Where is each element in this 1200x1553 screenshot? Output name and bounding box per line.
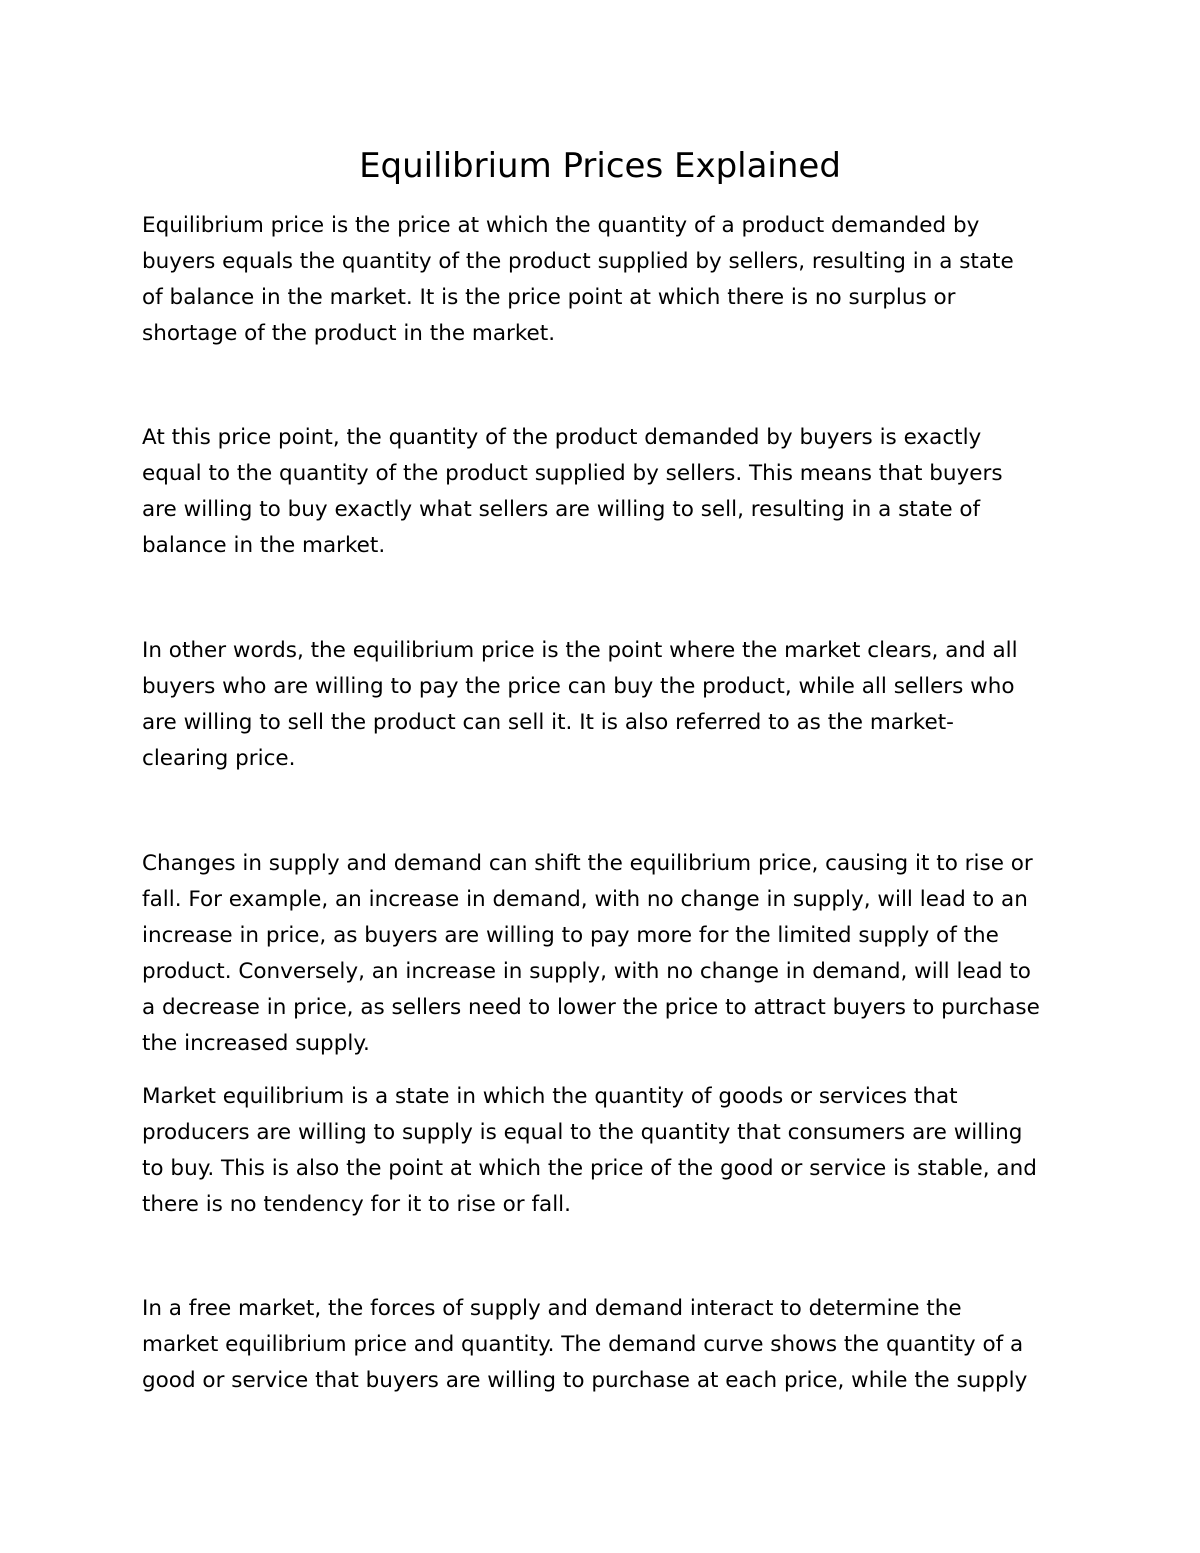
paragraph-line: Changes in supply and demand can shift the equilibrium price, causing it to rise or <box>142 851 1033 876</box>
paragraph-line: producers are willing to supply is equal to the quantity that consumers are willing <box>142 1120 1023 1145</box>
paragraph-line: shortage of the product in the market. <box>142 321 556 346</box>
paragraph-5 <box>142 1079 1037 1223</box>
paragraph-line: clearing price. <box>142 746 296 771</box>
document-title: Equilibrium Prices Explained <box>359 146 841 186</box>
paragraph-line: fall. For example, an increase in demand, with no change in supply, will lead to an <box>142 887 1028 912</box>
paragraph-line: the increased supply. <box>142 1031 370 1056</box>
paragraph-line: market equilibrium price and quantity. The demand curve shows the quantity of a <box>142 1332 1024 1357</box>
paragraph-line: At this price point, the quantity of the product demanded by buyers is exactly <box>142 425 982 450</box>
paragraph-line: there is no tendency for it to rise or fall. <box>142 1192 571 1217</box>
paragraph-3 <box>142 633 1018 777</box>
paragraph-line: a decrease in price, as sellers need to lower the price to attract buyers to purchase <box>142 995 1040 1020</box>
paragraph-1 <box>142 208 1014 352</box>
paragraph-4 <box>142 846 1040 1062</box>
paragraph-line: are willing to buy exactly what sellers are willing to sell, resulting in a state of <box>142 497 981 522</box>
paragraph-line: good or service that buyers are willing to purchase at each price, while the supply <box>142 1368 1028 1393</box>
paragraph-line: are willing to sell the product can sell it. It is also referred to as the market- <box>142 710 954 735</box>
paragraph-line: of balance in the market. It is the price point at which there is no surplus or <box>142 285 956 310</box>
paragraph-line: buyers who are willing to pay the price can buy the product, while all sellers who <box>142 674 1015 699</box>
paragraph-line: buyers equals the quantity of the product supplied by sellers, resulting in a state <box>142 249 1014 274</box>
paragraph-line: Equilibrium price is the price at which the quantity of a product demanded by <box>142 213 980 238</box>
paragraph-line: In other words, the equilibrium price is the point where the market clears, and all <box>142 638 1018 663</box>
paragraph-line: Market equilibrium is a state in which the quantity of goods or services that <box>142 1084 958 1109</box>
paragraph-line: balance in the market. <box>142 533 386 558</box>
paragraph-line: to buy. This is also the point at which the price of the good or service is stable, and <box>142 1156 1037 1181</box>
paragraph-line: increase in price, as buyers are willing to pay more for the limited supply of the <box>142 923 999 948</box>
paragraph-line: equal to the quantity of the product supplied by sellers. This means that buyers <box>142 461 1003 486</box>
paragraph-line: product. Conversely, an increase in supply, with no change in demand, will lead to <box>142 959 1031 984</box>
paragraph-2 <box>142 420 1003 564</box>
paragraph-line: In a free market, the forces of supply and demand interact to determine the <box>142 1296 962 1321</box>
paragraph-6 <box>142 1291 1027 1399</box>
